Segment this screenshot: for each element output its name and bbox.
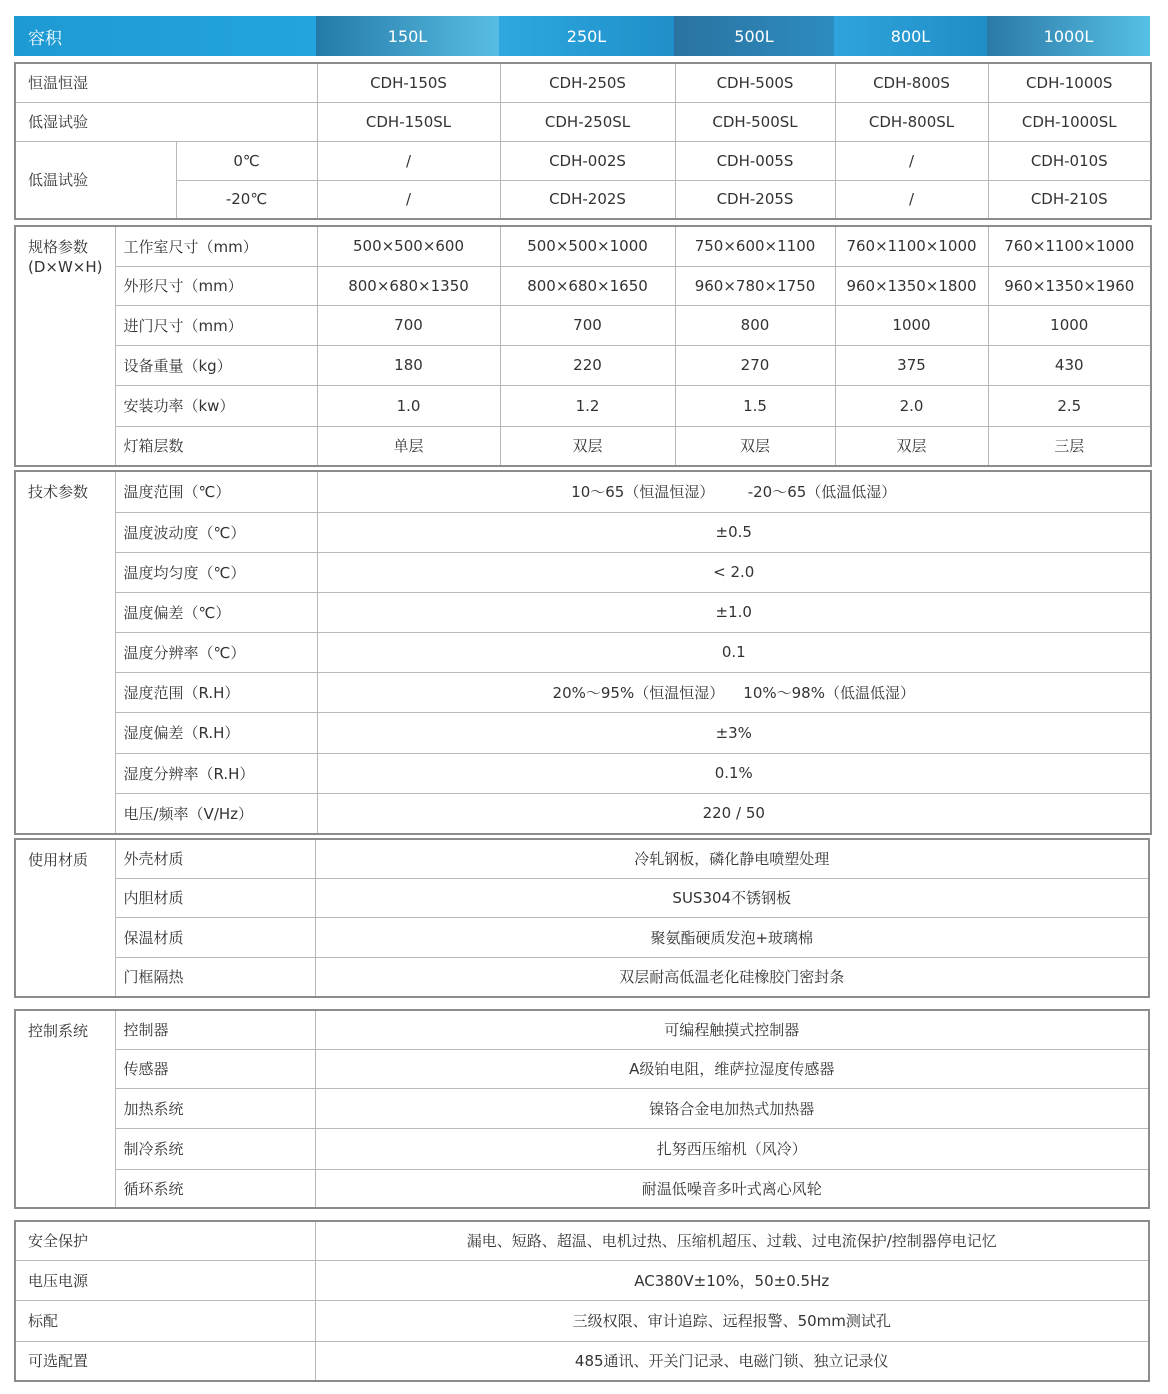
table-row — [15, 1010, 1149, 1049]
tech-value: ±1.0 — [317, 592, 1151, 632]
tech-label: 湿度范围（R.H） — [115, 672, 317, 712]
misc-value: 漏电、短路、超温、电机过热、压缩机超压、过载、过电流保护/控制器停电记忆 — [315, 1221, 1149, 1260]
model-table — [14, 62, 1152, 220]
table-row — [15, 592, 1151, 632]
spec-cell: 1.2 — [500, 385, 675, 426]
table-row — [15, 63, 1151, 102]
sub-label: -20℃ — [176, 180, 317, 219]
spec-label: 安装功率（kw） — [115, 385, 317, 426]
table-row — [15, 712, 1151, 753]
specs-group-subtitle: (D×W×H) — [28, 258, 103, 276]
table-row — [15, 917, 1149, 957]
misc-value: 485通讯、开关门记录、电磁门锁、独立记录仪 — [315, 1341, 1149, 1381]
model-cell: CDH-250SL — [500, 102, 675, 141]
tech-label: 温度波动度（℃） — [115, 512, 317, 552]
tech-label: 温度分辨率（℃） — [115, 632, 317, 672]
spec-label: 工作室尺寸（mm） — [115, 226, 317, 266]
specs-table — [14, 225, 1152, 467]
table-row — [15, 471, 1151, 512]
control-value: 可编程触摸式控制器 — [315, 1010, 1149, 1049]
spec-cell: 960×1350×1960 — [988, 266, 1151, 305]
spec-cell: 三层 — [988, 426, 1151, 466]
volume-header-150l: 150L — [316, 16, 499, 56]
table-row — [15, 226, 1151, 266]
materials-group-label: 使用材质 — [15, 839, 115, 997]
control-value: 扎努西压缩机（风冷） — [315, 1128, 1149, 1169]
model-cell: CDH-150S — [317, 63, 500, 102]
volume-header-250l: 250L — [499, 16, 674, 56]
spec-cell: 750×600×1100 — [675, 226, 835, 266]
spec-cell: 500×500×1000 — [500, 226, 675, 266]
table-row — [15, 632, 1151, 672]
model-cell: CDH-202S — [500, 180, 675, 219]
volume-header-800l: 800L — [834, 16, 987, 56]
spec-cell: 960×1350×1800 — [835, 266, 988, 305]
spec-cell: 430 — [988, 345, 1151, 385]
tech-value: 0.1% — [317, 753, 1151, 793]
table-row — [15, 878, 1149, 917]
tech-value: ±0.5 — [317, 512, 1151, 552]
material-label: 内胆材质 — [115, 878, 315, 917]
misc-label: 可选配置 — [15, 1341, 315, 1381]
table-row — [15, 512, 1151, 552]
table-row — [15, 385, 1151, 426]
control-label: 传感器 — [115, 1049, 315, 1088]
volume-header-1000l: 1000L — [987, 16, 1150, 56]
model-cell: CDH-250S — [500, 63, 675, 102]
tech-value: 0.1 — [317, 632, 1151, 672]
specs-group-label — [15, 226, 115, 466]
spec-cell: 220 — [500, 345, 675, 385]
tech-label: 湿度分辨率（R.H） — [115, 753, 317, 793]
material-label: 外壳材质 — [115, 839, 315, 878]
spec-cell: 双层 — [675, 426, 835, 466]
table-row — [15, 1088, 1149, 1128]
model-cell: CDH-002S — [500, 141, 675, 180]
control-label: 控制器 — [115, 1010, 315, 1049]
spec-label: 进门尺寸（mm） — [115, 305, 317, 345]
model-cell: / — [835, 141, 988, 180]
control-label: 循环系统 — [115, 1169, 315, 1208]
spec-label: 外形尺寸（mm） — [115, 266, 317, 305]
material-label: 保温材质 — [115, 917, 315, 957]
table-row — [15, 1128, 1149, 1169]
spec-label: 设备重量（kg） — [115, 345, 317, 385]
table-row — [15, 141, 1151, 180]
model-cell: CDH-800S — [835, 63, 988, 102]
control-table — [14, 1009, 1150, 1209]
spec-cell: 800×680×1350 — [317, 266, 500, 305]
table-row — [15, 1341, 1149, 1381]
spec-cell: 1.5 — [675, 385, 835, 426]
model-cell: CDH-010S — [988, 141, 1151, 180]
tech-value: 20%～95%（恒温恒湿） 10%～98%（低温低湿） — [317, 672, 1151, 712]
misc-label: 标配 — [15, 1300, 315, 1341]
tech-value: ±3% — [317, 712, 1151, 753]
spec-cell: 180 — [317, 345, 500, 385]
table-row — [15, 266, 1151, 305]
spec-cell: 760×1100×1000 — [835, 226, 988, 266]
table-row — [15, 1049, 1149, 1088]
tech-label: 温度范围（℃） — [115, 471, 317, 512]
tech-group-label: 技术参数 — [15, 471, 115, 834]
spec-cell: 双层 — [835, 426, 988, 466]
tech-label: 温度偏差（℃） — [115, 592, 317, 632]
volume-header-500l: 500L — [674, 16, 834, 56]
tech-value: 10～65（恒温恒湿） -20～65（低温低湿） — [317, 471, 1151, 512]
control-label: 制冷系统 — [115, 1128, 315, 1169]
spec-cell: 双层 — [500, 426, 675, 466]
tech-label: 电压/频率（V/Hz） — [115, 793, 317, 834]
spec-cell: 500×500×600 — [317, 226, 500, 266]
table-row — [15, 426, 1151, 466]
model-cell: CDH-205S — [675, 180, 835, 219]
material-value: 双层耐高低温老化硅橡胶门密封条 — [315, 957, 1149, 997]
control-value: 镍铬合金电加热式加热器 — [315, 1088, 1149, 1128]
spec-cell: 1.0 — [317, 385, 500, 426]
table-row — [15, 793, 1151, 834]
model-cell: / — [317, 141, 500, 180]
model-cell: CDH-500S — [675, 63, 835, 102]
tech-value: < 2.0 — [317, 552, 1151, 592]
spec-cell: 700 — [500, 305, 675, 345]
model-cell: / — [317, 180, 500, 219]
control-group-label: 控制系统 — [15, 1010, 115, 1208]
table-row — [15, 839, 1149, 878]
tech-value: 220 / 50 — [317, 793, 1151, 834]
misc-value: 三级权限、审计追踪、远程报警、50mm测试孔 — [315, 1300, 1149, 1341]
spec-cell: 700 — [317, 305, 500, 345]
sub-label: 0℃ — [176, 141, 317, 180]
spec-cell: 800×680×1650 — [500, 266, 675, 305]
spec-cell: 单层 — [317, 426, 500, 466]
row-label: 恒温恒湿 — [15, 63, 317, 102]
row-label: 低湿试验 — [15, 102, 317, 141]
material-value: SUS304不锈钢板 — [315, 878, 1149, 917]
table-row — [15, 672, 1151, 712]
spec-cell: 2.0 — [835, 385, 988, 426]
control-label: 加热系统 — [115, 1088, 315, 1128]
model-cell: CDH-1000SL — [988, 102, 1151, 141]
spec-cell: 760×1100×1000 — [988, 226, 1151, 266]
tech-label: 温度均匀度（℃） — [115, 552, 317, 592]
spec-cell: 1000 — [835, 305, 988, 345]
model-cell: / — [835, 180, 988, 219]
table-row — [15, 345, 1151, 385]
volume-header-bar — [14, 16, 1150, 56]
specs-group-title: 规格参数 — [28, 238, 89, 256]
table-row — [15, 1260, 1149, 1300]
table-row — [15, 1300, 1149, 1341]
table-row — [15, 552, 1151, 592]
model-cell: CDH-150SL — [317, 102, 500, 141]
table-row — [15, 180, 1151, 219]
model-cell: CDH-210S — [988, 180, 1151, 219]
volume-header-label: 容积 — [14, 16, 316, 56]
spec-cell: 2.5 — [988, 385, 1151, 426]
table-row — [15, 1221, 1149, 1260]
model-cell: CDH-1000S — [988, 63, 1151, 102]
material-value: 聚氨酯硬质发泡+玻璃棉 — [315, 917, 1149, 957]
table-row — [15, 1169, 1149, 1208]
table-row — [15, 753, 1151, 793]
spec-label: 灯箱层数 — [115, 426, 317, 466]
model-cell: CDH-005S — [675, 141, 835, 180]
control-value: 耐温低噪音多叶式离心风轮 — [315, 1169, 1149, 1208]
material-label: 门框隔热 — [115, 957, 315, 997]
misc-value: AC380V±10%，50±0.5Hz — [315, 1260, 1149, 1300]
spec-cell: 1000 — [988, 305, 1151, 345]
row-label: 低温试验 — [15, 141, 176, 219]
spec-cell: 960×780×1750 — [675, 266, 835, 305]
spec-cell: 270 — [675, 345, 835, 385]
spec-cell: 375 — [835, 345, 988, 385]
control-value: A级铂电阻，维萨拉湿度传感器 — [315, 1049, 1149, 1088]
misc-label: 电压电源 — [15, 1260, 315, 1300]
misc-table — [14, 1220, 1150, 1382]
table-row — [15, 305, 1151, 345]
table-row — [15, 102, 1151, 141]
spec-cell: 800 — [675, 305, 835, 345]
model-cell: CDH-500SL — [675, 102, 835, 141]
table-row — [15, 957, 1149, 997]
materials-table — [14, 838, 1150, 998]
misc-label: 安全保护 — [15, 1221, 315, 1260]
tech-table — [14, 470, 1152, 835]
material-value: 冷轧钢板，磷化静电喷塑处理 — [315, 839, 1149, 878]
tech-label: 湿度偏差（R.H） — [115, 712, 317, 753]
model-cell: CDH-800SL — [835, 102, 988, 141]
